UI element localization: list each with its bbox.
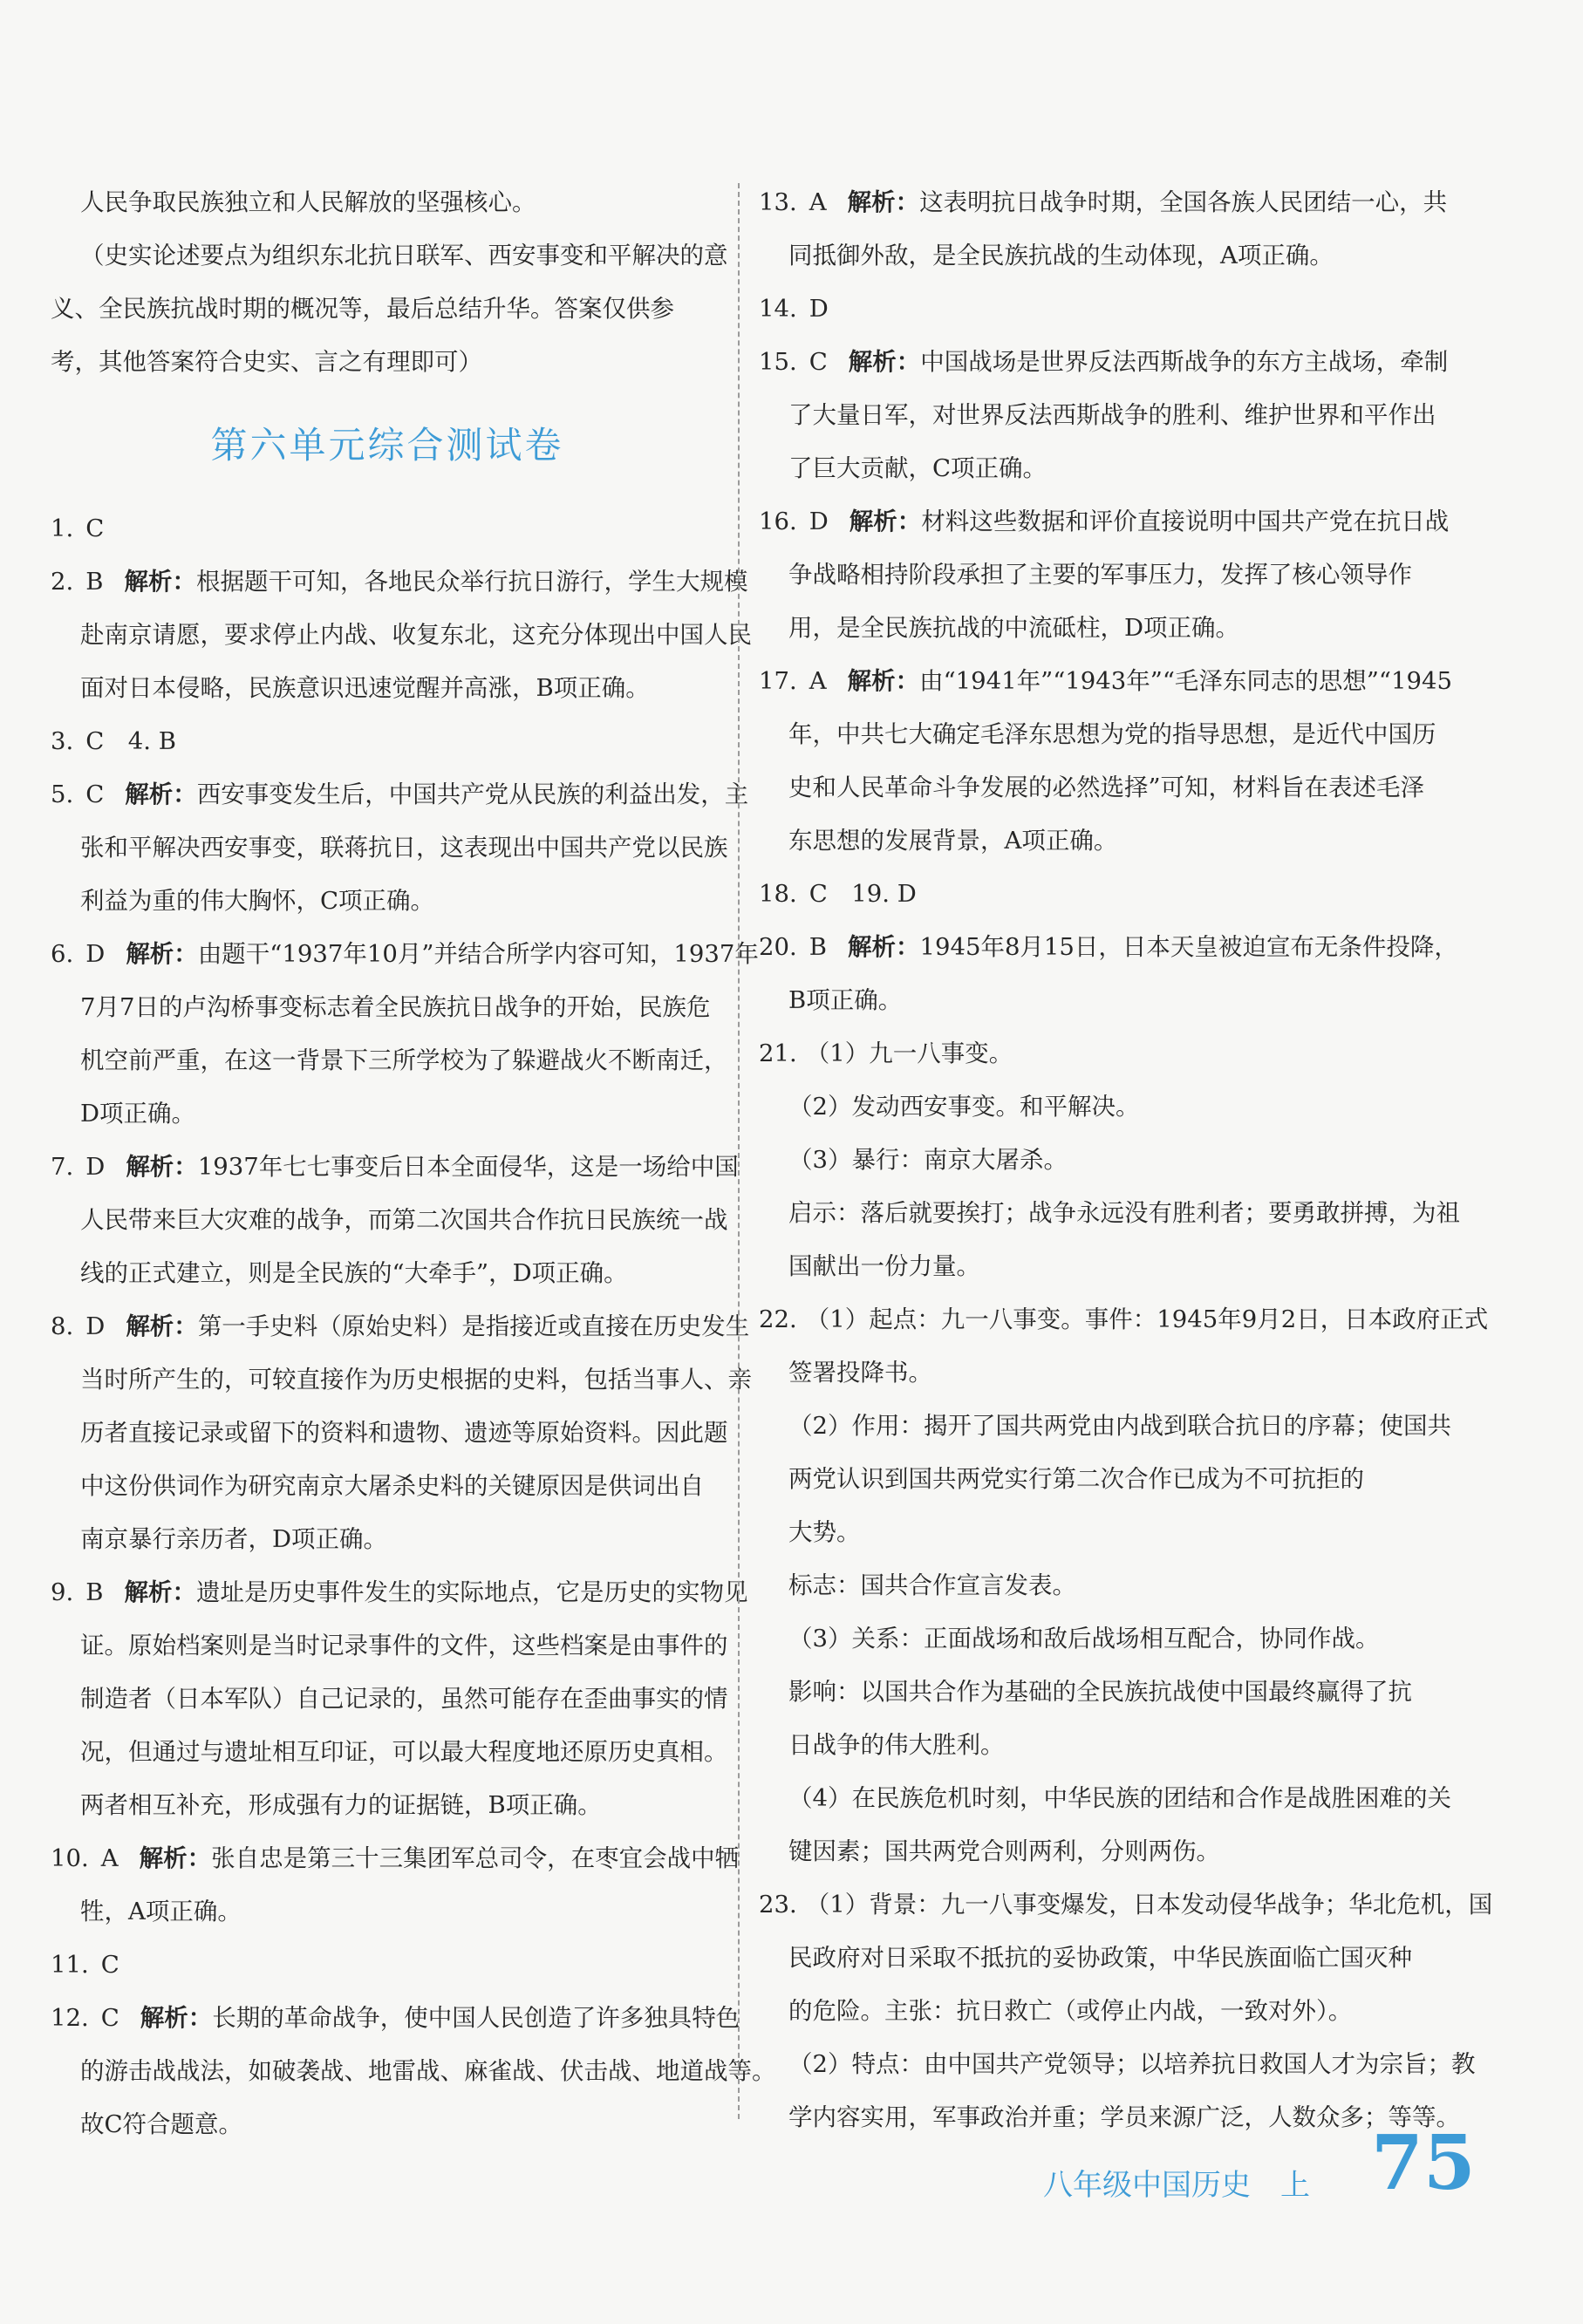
- question-number: 21.: [759, 1039, 797, 1067]
- text-line: 张和平解决西安事变，联蒋抗日，这表现出中国共产党以民族: [80, 834, 728, 862]
- analysis-label: 解析：: [124, 1578, 196, 1606]
- answer-choice: B: [85, 568, 104, 596]
- text-line: 况，但通过与遗址相互印证，可以最大程度地还原历史真相。: [80, 1738, 728, 1766]
- question-number: 10.: [51, 1844, 89, 1872]
- explanation-text: 遗址是历史事件发生的实际地点，它是历史的实物见: [195, 1578, 748, 1606]
- text-line: 赴南京请愿，要求停止内战、收复东北，这充分体现出中国人民: [80, 621, 752, 649]
- answer-item: [51, 928, 759, 981]
- analysis-label: 解析：: [139, 1844, 212, 1872]
- text-line: （2）发动西安事变。和平解决。: [788, 1093, 1140, 1121]
- text-line: 制造者（日本军队）自己记录的，虽然可能存在歪曲事实的情: [80, 1685, 728, 1713]
- explanation-text: 张自忠是第三十三集团军总司令，在枣宜会战中牺: [211, 1844, 740, 1872]
- explanation-text: 这表明抗日战争时期，全国各族人民团结一心，共: [919, 188, 1448, 216]
- text-line: 用，是全民族抗战的中流砥柱，D项正确。: [788, 614, 1240, 642]
- answer-choice: D: [85, 1312, 106, 1340]
- text-line: 了大量日军，对世界反法西斯战争的胜利、维护世界和平作出: [788, 401, 1436, 429]
- text-line: 签署投降书。: [788, 1359, 932, 1387]
- text-line: 7月7日的卢沟桥事变标志着全民族抗日战争的开始，民族危: [80, 993, 711, 1021]
- explanation-text: （1）九一八事变。: [805, 1039, 1013, 1067]
- left-column: [51, 176, 776, 2151]
- question-number: 22.: [759, 1305, 797, 1333]
- text-line: 历者直接记录或留下的资料和遗物、遗迹等原始资料。因此题: [80, 1419, 728, 1447]
- text-line: 南京暴行亲历者，D项正确。: [80, 1525, 388, 1553]
- text-line: 两者相互补充，形成强有力的证据链，B项正确。: [80, 1791, 602, 1819]
- analysis-label: 解析：: [126, 1153, 198, 1181]
- question-number: 14.: [759, 295, 797, 323]
- page-number: 75: [1371, 2119, 1476, 2207]
- text-line: 学内容实用，军事政治并重；学员来源广泛，人数众多；等等。: [788, 2103, 1460, 2131]
- explanation-text: （1）起点：九一八事变。事件：1945年9月2日，日本政府正式: [805, 1305, 1489, 1333]
- text-line: B项正确。: [788, 986, 903, 1014]
- text-line: 证。原始档案则是当时记录事件的文件，这些档案是由事件的: [80, 1632, 728, 1660]
- text-line: 键因素；国共两党合则两利，分则两伤。: [788, 1837, 1220, 1865]
- text-line: 国献出一份力量。: [788, 1252, 980, 1280]
- answer-choice: A: [100, 1844, 119, 1872]
- answer-item: [759, 1878, 1493, 1932]
- text-line: 的游击战战法，如破袭战、地雷战、麻雀战、伏击战、地道战等。: [80, 2057, 776, 2085]
- text-line: 标志：国共合作宣言发表。: [788, 1571, 1076, 1599]
- question-number: 15.: [759, 348, 797, 376]
- answer-item: [51, 715, 724, 768]
- answer-item: [51, 1992, 740, 2045]
- analysis-label: 解析：: [847, 667, 920, 695]
- explanation-text: 由“1941年”“1943年”“毛泽东同志的思想”“1945: [919, 667, 1452, 695]
- explanation-text: （1）背景：九一八事变爆发，日本发动侵华战争；华北危机，国: [805, 1891, 1493, 1918]
- book-title: 八年级中国历史 上: [1043, 2168, 1310, 2203]
- answer-item: [759, 868, 1457, 921]
- analysis-label: 解析：: [140, 2004, 213, 2032]
- analysis-label: 解析：: [124, 568, 196, 596]
- answer-choice: A: [809, 188, 827, 216]
- text-line: 人民带来巨大灾难的战争，而第二次国共合作抗日民族统一战: [80, 1206, 728, 1234]
- text-line: 两党认识到国共两党实行第二次合作已成为不可抗拒的: [788, 1465, 1364, 1493]
- explanation-text: 1937年七七事变后日本全面侵华，这是一场给中国: [197, 1153, 739, 1181]
- text-line: 了巨大贡献，C项正确。: [788, 454, 1047, 482]
- answer-choice: D: [85, 1153, 106, 1181]
- answer-choice: B: [809, 933, 827, 961]
- answer-choice: D: [85, 940, 106, 968]
- analysis-label: 解析：: [847, 933, 920, 961]
- answer-choice: D: [809, 295, 829, 323]
- text-line: 当时所产生的，可较直接作为历史根据的史料，包括当事人、亲: [80, 1366, 752, 1394]
- question-number: 12.: [51, 2004, 89, 2032]
- question-number: 9.: [51, 1578, 74, 1606]
- text-line: 东思想的发展背景，A项正确。: [788, 827, 1118, 855]
- text-line: 义、全民族抗战时期的概况等，最后总结升华。答案仅供参: [51, 295, 674, 323]
- answer-item: [51, 1939, 724, 1992]
- explanation-text: 由题干“1937年10月”并结合所学内容可知，1937年: [197, 940, 759, 968]
- answer-item: [759, 655, 1457, 708]
- analysis-label: 解析：: [849, 508, 922, 535]
- text-line: （3）关系：正面战场和敌后战场相互配合，协同作战。: [788, 1625, 1380, 1653]
- answer-choice: C: [809, 348, 828, 376]
- answer-choice: B: [85, 1578, 104, 1606]
- explanation-text: 1945年8月15日，日本天皇被迫宣布无条件投降，: [919, 933, 1458, 961]
- text-line: 年，中共七大确定毛泽东思想为党的指导思想，是近代中国历: [788, 720, 1436, 748]
- question-number: 7.: [51, 1153, 74, 1181]
- answer-item: [759, 176, 1457, 229]
- question-number: 1.: [51, 515, 74, 542]
- answer-item: [759, 336, 1457, 389]
- answer-choice: C: [85, 515, 105, 542]
- answer-item: [51, 502, 724, 555]
- text-line: 利益为重的伟大胸怀，C项正确。: [80, 887, 435, 915]
- text-line: 大势。: [788, 1518, 861, 1546]
- text-line: （3）暴行：南京大屠杀。: [788, 1146, 1068, 1174]
- question-number: 13.: [759, 188, 797, 216]
- question-number: 16.: [759, 508, 797, 535]
- analysis-label: 解析：: [848, 348, 921, 376]
- right-column: [759, 176, 1493, 2144]
- explanation-text: 长期的革命战争，使中国人民创造了许多独具特色: [212, 2004, 740, 2032]
- text-line: （4）在民族危机时刻，中华民族的团结和合作是战胜困难的关: [788, 1784, 1451, 1812]
- analysis-label: 解析：: [847, 188, 920, 216]
- answer-item: [759, 921, 1457, 974]
- answer-item: [51, 1832, 740, 1885]
- explanation-text: 根据题干可知，各地民众举行抗日游行，学生大规模: [195, 568, 748, 596]
- text-line: 史和人民革命斗争发展的必然选择”可知，材料旨在表述毛泽: [788, 774, 1425, 801]
- analysis-label: 解析：: [125, 780, 197, 808]
- analysis-label: 解析：: [126, 1312, 198, 1340]
- text-line: 考，其他答案符合史实、言之有理即可）: [51, 348, 482, 376]
- answer-item: [759, 283, 1457, 336]
- answer-item: [51, 1300, 750, 1353]
- question-number: 20.: [759, 933, 797, 961]
- text-line: 影响：以国共合作为基础的全民族抗战使中国最终赢得了抗: [788, 1678, 1412, 1706]
- answer-item: [51, 768, 749, 821]
- explanation-text: 第一手史料（原始史料）是指接近或直接在历史发生: [197, 1312, 750, 1340]
- answer-choice: C: [85, 780, 105, 808]
- text-line: 人民争取民族独立和人民解放的坚强核心。: [80, 188, 536, 216]
- text-line: （2）作用：揭开了国共两党由内战到联合抗日的序幕；使国共: [788, 1412, 1451, 1440]
- question-number: 3.: [51, 727, 74, 755]
- text-line: 面对日本侵略，民族意识迅速觉醒并高涨，B项正确。: [80, 674, 650, 702]
- text-line: D项正确。: [80, 1100, 196, 1128]
- question-number: 8.: [51, 1312, 74, 1340]
- analysis-label: 解析：: [126, 940, 198, 968]
- answer-item: [51, 1566, 748, 1619]
- answer-item: [759, 1293, 1489, 1346]
- question-number: 2.: [51, 568, 74, 596]
- question-number: 6.: [51, 940, 74, 968]
- section-heading: 第六单元综合测试卷: [210, 424, 564, 467]
- text-line: 民政府对日采取不抵抗的妥协政策，中华民族面临亡国灭种: [788, 1944, 1412, 1972]
- text-line: 同抵御外敌，是全民族抗战的生动体现，A项正确。: [788, 242, 1334, 269]
- text-line: （2）特点：由中国共产党领导；以培养抗日救国人才为宗旨；教: [788, 2050, 1476, 2078]
- text-line: 启示：落后就要挨打；战争永远没有胜利者；要勇敢拼搏，为祖: [788, 1199, 1460, 1227]
- answer-item: [759, 495, 1457, 549]
- answer-choice: C 4. B: [85, 727, 176, 755]
- question-number: 11.: [51, 1951, 89, 1979]
- answer-choice: A: [809, 667, 827, 695]
- text-line: 日战争的伟大胜利。: [788, 1731, 1005, 1759]
- answer-item: [759, 1027, 1457, 1080]
- text-line: 机空前严重，在这一背景下三所学校为了躲避战火不断南迁，: [80, 1046, 728, 1074]
- question-number: 5.: [51, 780, 74, 808]
- text-line: 线的正式建立，则是全民族的“大牵手”，D项正确。: [80, 1259, 628, 1287]
- text-line: 故C符合题意。: [80, 2110, 243, 2138]
- question-number: 18.: [759, 880, 797, 908]
- text-line: （史实论述要点为组织东北抗日联军、西安事变和平解决的意: [80, 242, 728, 269]
- answer-choice: C: [100, 2004, 119, 2032]
- text-line: 中这份供词作为研究南京大屠杀史料的关键原因是供词出自: [80, 1472, 704, 1500]
- text-line: 的危险。主张：抗日救亡（或停止内战，一致对外）。: [788, 1997, 1353, 2025]
- question-number: 23.: [759, 1891, 797, 1918]
- answer-choice: D: [809, 508, 829, 535]
- text-line: 争战略相持阶段承担了主要的军事压力，发挥了核心领导作: [788, 561, 1412, 589]
- column-divider: [738, 183, 740, 2119]
- explanation-text: 中国战场是世界反法西斯战争的东方主战场，牵制: [920, 348, 1449, 376]
- answer-choice: C: [100, 1951, 119, 1979]
- answer-item: [51, 1141, 739, 1194]
- text-line: 牲，A项正确。: [80, 1898, 242, 1925]
- answer-item: [51, 555, 748, 609]
- question-number: 17.: [759, 667, 797, 695]
- explanation-text: 西安事变发生后，中国共产党从民族的利益出发，主: [196, 780, 749, 808]
- answer-choice: C 19. D: [809, 880, 917, 908]
- explanation-text: 材料这些数据和评价直接说明中国共产党在抗日战: [921, 508, 1450, 535]
